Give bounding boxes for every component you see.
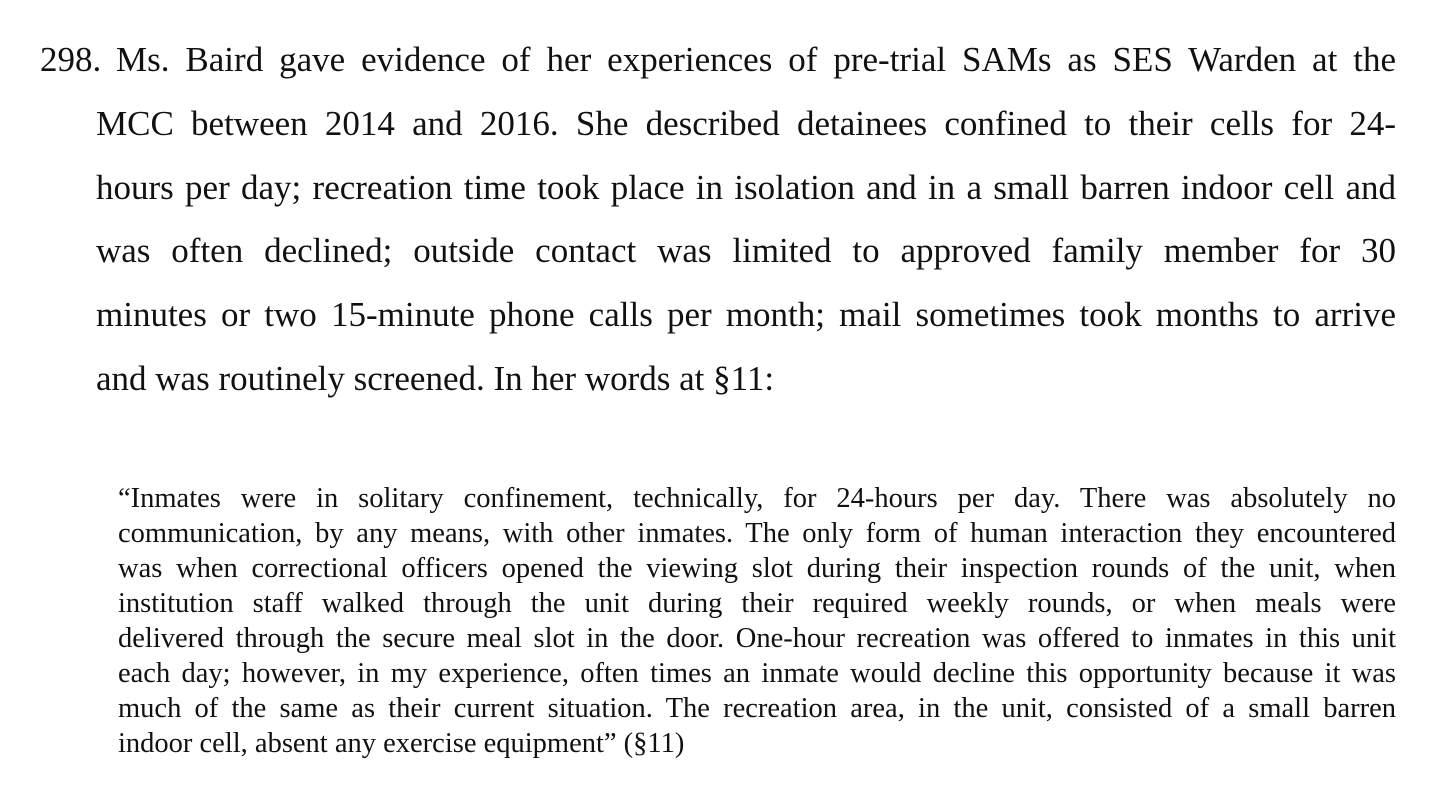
quote-line: delivered through the secure meal slot in the door. One-hour recreation was offered to inmates in this unit [118,623,1396,654]
quote-line: institution staff walked through the unit during their required weekly rounds, or when meals were [118,588,1396,619]
quote-line: “Inmates were in solitary confinement, technically, for 24-hours per day. There was absolutely no [118,483,1396,514]
quote-line: was when correctional officers opened the viewing slot during their inspection rounds of the unit, when [118,553,1396,584]
quote-line: communication, by any means, with other inmates. The only form of human interaction they encountered [118,518,1396,549]
quote-line: much of the same as their current situation. The recreation area, in the unit, consisted of a small barren [118,693,1396,724]
quote-line: indoor cell, absent any exercise equipment” (§11) [118,728,685,759]
paragraph-line: hours per day; recreation time took place in isolation and in a small barren indoor cell and [96,168,1396,207]
paragraph-number: 298. [40,40,102,79]
paragraph-line: and was routinely screened. In her words at §11: [96,359,775,398]
paragraph-line: MCC between 2014 and 2016. She described detainees confined to their cells for 24- [96,104,1396,143]
paragraph-line: was often declined; outside contact was limited to approved family member for 30 [96,231,1396,270]
quote-line: each day; however, in my experience, often times an inmate would decline this opportunity because it was [118,658,1396,689]
paragraph-line: Ms. Baird gave evidence of her experiences of pre-trial SAMs as SES Warden at the [116,40,1396,79]
paragraph-line: minutes or two 15-minute phone calls per month; mail sometimes took months to arrive [96,295,1396,334]
